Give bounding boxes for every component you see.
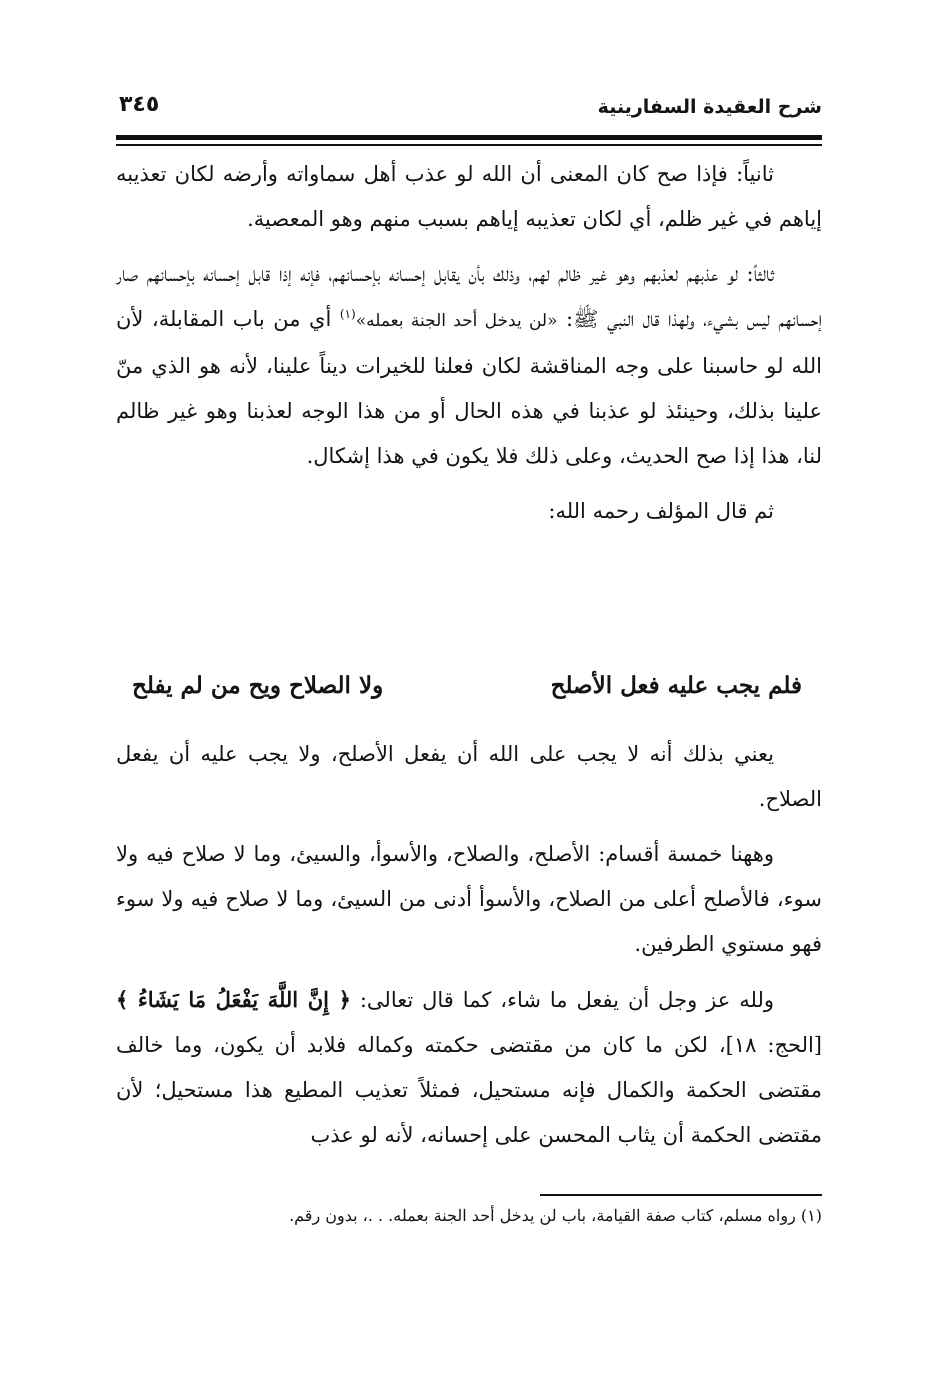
paragraph-text: فإذا صح كان المعنى أن الله لو عذب أهل سماواته وأرضه لكان تعذيبه إياهم في غير ظلم، أي لكان تعذيبه إياهم بسبب منهم وهو المعصية. <box>116 162 822 231</box>
quran-citation: [الحج: ١٨]، <box>718 1033 822 1057</box>
footnote-separator <box>540 1194 822 1196</box>
paragraph-text: وههنا خمسة أقسام: الأصلح، والصلاح، والأسوأ، والسيئ، وما لا صلاح فيه ولا سوء، فالأصلح أعلى من الصلاح، والأسوأ أدنى من السيئ، وما لا صلاح فيه ولا سوء فهو مستوي الطرفين. <box>116 842 822 956</box>
hadith-quote: «لن يدخل أحد الجنة بعمله» <box>355 311 558 331</box>
main-text-lower <box>116 732 822 1168</box>
paragraph-allah-does-what-he-wills <box>116 977 822 1158</box>
main-text-upper <box>116 152 822 544</box>
paragraph-text: لكن ما كان من مقتضى حكمته وكماله فلابد أن يكون، وما خالف مقتضى الحكمة والكمال فإنه مستحيل، فمثلاً تعذيب المطيع هذا مستحيل؛ لأن مقتضى الحكمة أن يثاب المحسن على إحسانه، لأنه لو عذب <box>116 1033 822 1147</box>
paragraph-text: ثم قال المؤلف رحمه الله: <box>548 499 774 523</box>
header-rule-thin <box>116 144 822 146</box>
verse-second-hemistich: ولا الصلاح ويح من لم يفلح <box>132 672 384 699</box>
paragraph-label: ثالثاً: <box>746 262 774 286</box>
paragraph-text: أي من باب المقابلة، لأن الله لو حاسبنا على وجه المناقشة لكان فعلنا للخيرات ديناً علينا، لأنه هو الذي منّ علينا بذلك، وحينئذ لو عذبنا في هذه الحال أو من هذا الوجه لعذبنا وهو غير ظالم لنا، هذا إذا صح الحديث، وعلى ذلك فلا يكون في هذا إشكال. <box>116 307 822 468</box>
running-header-title: شرح العقيدة السفارينية <box>597 96 822 118</box>
paragraph-text: ولله عز وجل أن يفعل ما شاء، كما قال تعالى: <box>359 988 774 1012</box>
paragraph-author-said <box>116 489 822 534</box>
page-number: ٣٤٥ <box>119 92 160 117</box>
paragraph-meaning <box>116 732 822 822</box>
header-rule-thick <box>116 135 822 140</box>
paragraph-label: ثانياً: <box>736 162 774 186</box>
footnote-marker: (١) <box>339 307 356 321</box>
paragraph-secondly <box>116 152 822 242</box>
poem-verse <box>116 672 822 716</box>
paragraph-text: لو عذبهم لعذبهم وهو غير ظالم لهم، وذلك بأن يقابل إحسانه بإحسانهم، فإنه إذا قابل إحسانه بإحسانهم صار إحسانهم ليس بشيء، ولهذا قال النبي ﷺ: <box>116 262 822 331</box>
verse-first-hemistich: فلم يجب عليه فعل الأصلح <box>550 672 802 699</box>
paragraph-five-categories <box>116 832 822 967</box>
quran-verse: ﴿ إِنَّ اللَّهَ يَفْعَلُ مَا يَشَاءُ ﴾ <box>116 987 351 1012</box>
paragraph-thirdly <box>116 252 822 479</box>
footnote: (١) رواه مسلم، كتاب صفة القيامة، باب لن يدخل أحد الجنة بعمله. . .، بدون رقم. <box>289 1206 822 1225</box>
paragraph-text: يعني بذلك أنه لا يجب على الله أن يفعل الأصلح، ولا يجب عليه أن يفعل الصلاح. <box>116 742 822 811</box>
